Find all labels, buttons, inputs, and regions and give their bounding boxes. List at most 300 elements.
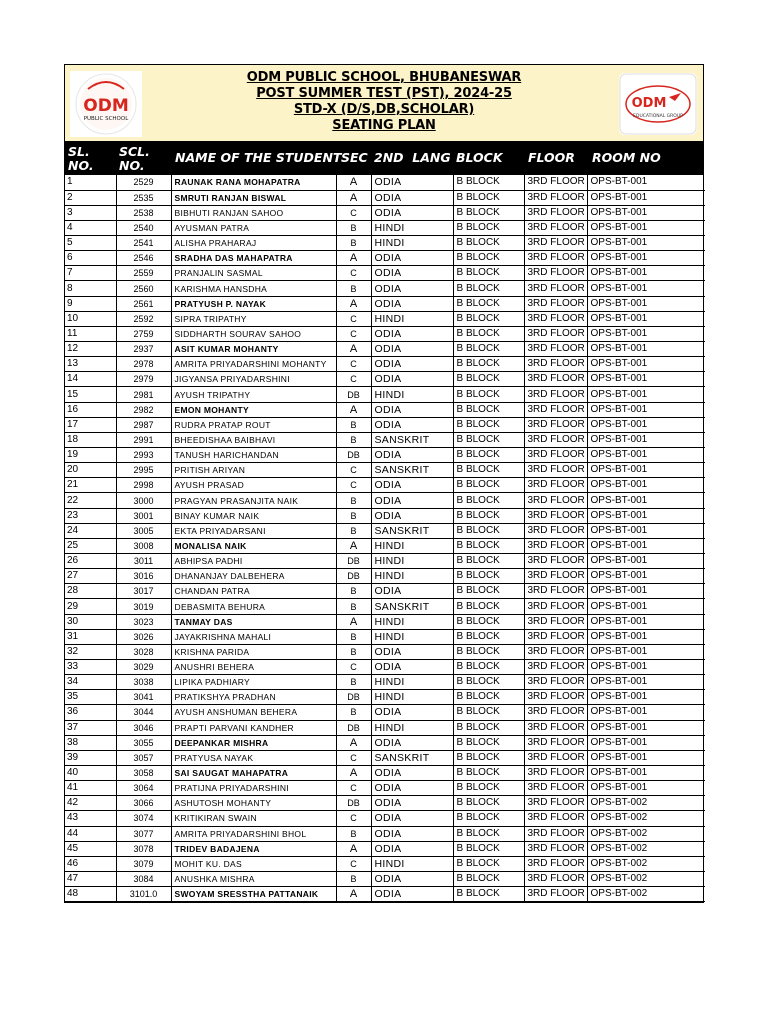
cell-block: B BLOCK [453, 417, 524, 432]
cell-section: A [336, 342, 371, 357]
cell-serial-number: 44 [65, 826, 116, 841]
table-row [65, 493, 705, 508]
cell-school-number: 2978 [116, 357, 171, 372]
cell-block: B BLOCK [453, 281, 524, 296]
cell-block: B BLOCK [453, 205, 524, 220]
cell-student-name: PRATYUSH P. NAYAK [171, 296, 336, 311]
cell-floor: 3RD FLOOR [524, 296, 587, 311]
cell-second-language: HINDI [371, 856, 453, 871]
table-row [65, 387, 705, 402]
cell-floor: 3RD FLOOR [524, 478, 587, 493]
cell-floor: 3RD FLOOR [524, 523, 587, 538]
cell-student-name: MOHIT KU. DAS [171, 856, 336, 871]
cell-floor: 3RD FLOOR [524, 175, 587, 190]
cell-block: B BLOCK [453, 372, 524, 387]
cell-serial-number: 30 [65, 614, 116, 629]
cell-block: B BLOCK [453, 887, 524, 902]
cell-serial-number: 23 [65, 508, 116, 523]
cell-room-number: OPS-BT-001 [587, 554, 705, 569]
cell-school-number: 3044 [116, 705, 171, 720]
cell-section: A [336, 887, 371, 902]
cell-block: B BLOCK [453, 781, 524, 796]
cell-second-language: HINDI [371, 629, 453, 644]
col-second-language: 2ND LANG [374, 150, 451, 165]
cell-floor: 3RD FLOOR [524, 266, 587, 281]
cell-floor: 3RD FLOOR [524, 765, 587, 780]
cell-section: A [336, 175, 371, 190]
table-row [65, 599, 705, 614]
cell-block: B BLOCK [453, 266, 524, 281]
cell-floor: 3RD FLOOR [524, 887, 587, 902]
cell-second-language: HINDI [371, 311, 453, 326]
class-name: STD-X (D/S,DB,SCHOLAR) [293, 102, 475, 117]
cell-student-name: SMRUTI RANJAN BISWAL [171, 190, 336, 205]
cell-block: B BLOCK [453, 478, 524, 493]
cell-block: B BLOCK [453, 236, 524, 251]
cell-floor: 3RD FLOOR [524, 584, 587, 599]
cell-room-number: OPS-BT-001 [587, 690, 705, 705]
table-row [65, 796, 705, 811]
cell-block: B BLOCK [453, 311, 524, 326]
cell-serial-number: 18 [65, 432, 116, 447]
cell-floor: 3RD FLOOR [524, 205, 587, 220]
cell-second-language: ODIA [371, 266, 453, 281]
cell-room-number: OPS-BT-001 [587, 281, 705, 296]
cell-block: B BLOCK [453, 402, 524, 417]
cell-room-number: OPS-BT-001 [587, 569, 705, 584]
cell-student-name: EKTA PRIYADARSANI [171, 523, 336, 538]
table-row [65, 205, 705, 220]
table-row [65, 841, 705, 856]
cell-student-name: LIPIKA PADHIARY [171, 675, 336, 690]
cell-school-number: 2560 [116, 281, 171, 296]
cell-second-language: HINDI [371, 690, 453, 705]
cell-block: B BLOCK [453, 190, 524, 205]
cell-floor: 3RD FLOOR [524, 508, 587, 523]
cell-block: B BLOCK [453, 554, 524, 569]
cell-floor: 3RD FLOOR [524, 432, 587, 447]
cell-section: C [336, 781, 371, 796]
cell-floor: 3RD FLOOR [524, 190, 587, 205]
cell-school-number: 3029 [116, 660, 171, 675]
cell-serial-number: 16 [65, 402, 116, 417]
table-row [65, 675, 705, 690]
document-title: SEATING PLAN [332, 118, 436, 133]
cell-floor: 3RD FLOOR [524, 826, 587, 841]
table-row [65, 311, 705, 326]
test-name: POST SUMMER TEST (PST), 2024-25 [256, 86, 512, 101]
cell-second-language: HINDI [371, 538, 453, 553]
cell-serial-number: 27 [65, 569, 116, 584]
cell-floor: 3RD FLOOR [524, 402, 587, 417]
cell-block: B BLOCK [453, 493, 524, 508]
cell-serial-number: 20 [65, 463, 116, 478]
cell-second-language: SANSKRIT [371, 463, 453, 478]
cell-school-number: 3017 [116, 584, 171, 599]
cell-second-language: ODIA [371, 705, 453, 720]
table-row [65, 750, 705, 765]
cell-student-name: PRAPTI PARVANI KANDHER [171, 720, 336, 735]
cell-floor: 3RD FLOOR [524, 871, 587, 886]
school-name: ODM PUBLIC SCHOOL, BHUBANESWAR [246, 70, 522, 85]
cell-second-language: ODIA [371, 781, 453, 796]
cell-student-name: DHANANJAY DALBEHERA [171, 569, 336, 584]
cell-serial-number: 4 [65, 220, 116, 235]
cell-second-language: ODIA [371, 205, 453, 220]
cell-block: B BLOCK [453, 811, 524, 826]
cell-serial-number: 34 [65, 675, 116, 690]
cell-school-number: 2991 [116, 432, 171, 447]
cell-serial-number: 13 [65, 357, 116, 372]
cell-student-name: SRADHA DAS MAHAPATRA [171, 251, 336, 266]
cell-floor: 3RD FLOOR [524, 417, 587, 432]
cell-serial-number: 39 [65, 750, 116, 765]
cell-school-number: 2540 [116, 220, 171, 235]
col-floor: FLOOR [528, 150, 575, 165]
table-row [65, 402, 705, 417]
cell-room-number: OPS-BT-001 [587, 236, 705, 251]
cell-room-number: OPS-BT-001 [587, 296, 705, 311]
cell-second-language: ODIA [371, 402, 453, 417]
table-row [65, 175, 705, 190]
cell-second-language: ODIA [371, 190, 453, 205]
cell-student-name: SAI SAUGAT MAHAPATRA [171, 765, 336, 780]
table-row [65, 690, 705, 705]
cell-block: B BLOCK [453, 720, 524, 735]
cell-second-language: ODIA [371, 660, 453, 675]
cell-student-name: KARISHMA HANSDHA [171, 281, 336, 296]
cell-block: B BLOCK [453, 735, 524, 750]
cell-serial-number: 8 [65, 281, 116, 296]
cell-school-number: 2937 [116, 342, 171, 357]
cell-section: C [336, 357, 371, 372]
cell-floor: 3RD FLOOR [524, 448, 587, 463]
cell-student-name: PRATIKSHYA PRADHAN [171, 690, 336, 705]
cell-block: B BLOCK [453, 675, 524, 690]
cell-second-language: ODIA [371, 417, 453, 432]
cell-student-name: SWOYAM SRESSTHA PATTANAIK [171, 887, 336, 902]
cell-section: DB [336, 569, 371, 584]
cell-school-number: 2759 [116, 326, 171, 341]
cell-section: B [336, 493, 371, 508]
cell-block: B BLOCK [453, 856, 524, 871]
cell-block: B BLOCK [453, 463, 524, 478]
cell-floor: 3RD FLOOR [524, 856, 587, 871]
cell-room-number: OPS-BT-002 [587, 841, 705, 856]
cell-serial-number: 24 [65, 523, 116, 538]
cell-school-number: 2995 [116, 463, 171, 478]
table-row [65, 584, 705, 599]
cell-student-name: JIGYANSA PRIYADARSHINI [171, 372, 336, 387]
cell-student-name: BHEEDISHAA BAIBHAVI [171, 432, 336, 447]
cell-section: C [336, 463, 371, 478]
cell-room-number: OPS-BT-001 [587, 342, 705, 357]
cell-student-name: BINAY KUMAR NAIK [171, 508, 336, 523]
cell-serial-number: 45 [65, 841, 116, 856]
cell-second-language: ODIA [371, 296, 453, 311]
cell-floor: 3RD FLOOR [524, 781, 587, 796]
cell-serial-number: 38 [65, 735, 116, 750]
cell-second-language: ODIA [371, 478, 453, 493]
cell-second-language: ODIA [371, 584, 453, 599]
cell-section: B [336, 236, 371, 251]
cell-section: B [336, 871, 371, 886]
table-row [65, 357, 705, 372]
cell-student-name: ASIT KUMAR MOHANTY [171, 342, 336, 357]
table-row [65, 251, 705, 266]
cell-room-number: OPS-BT-001 [587, 599, 705, 614]
cell-student-name: KRISHNA PARIDA [171, 644, 336, 659]
cell-block: B BLOCK [453, 296, 524, 311]
cell-school-number: 3028 [116, 644, 171, 659]
cell-section: C [336, 266, 371, 281]
cell-school-number: 3057 [116, 750, 171, 765]
cell-room-number: OPS-BT-001 [587, 660, 705, 675]
cell-section: A [336, 841, 371, 856]
cell-section: B [336, 508, 371, 523]
cell-school-number: 2535 [116, 190, 171, 205]
cell-serial-number: 33 [65, 660, 116, 675]
seating-plan-sheet [64, 64, 704, 903]
cell-serial-number: 31 [65, 629, 116, 644]
cell-section: B [336, 220, 371, 235]
cell-block: B BLOCK [453, 538, 524, 553]
cell-second-language: ODIA [371, 871, 453, 886]
sheet-header [65, 65, 703, 142]
table-row [65, 342, 705, 357]
cell-floor: 3RD FLOOR [524, 750, 587, 765]
cell-second-language: ODIA [371, 175, 453, 190]
cell-block: B BLOCK [453, 841, 524, 856]
table-row [65, 236, 705, 251]
cell-block: B BLOCK [453, 614, 524, 629]
cell-floor: 3RD FLOOR [524, 614, 587, 629]
cell-floor: 3RD FLOOR [524, 372, 587, 387]
cell-serial-number: 11 [65, 326, 116, 341]
table-row [65, 538, 705, 553]
cell-second-language: SANSKRIT [371, 523, 453, 538]
cell-second-language: ODIA [371, 735, 453, 750]
cell-block: B BLOCK [453, 599, 524, 614]
cell-school-number: 2981 [116, 387, 171, 402]
cell-block: B BLOCK [453, 175, 524, 190]
cell-block: B BLOCK [453, 705, 524, 720]
table-row [65, 478, 705, 493]
cell-section: C [336, 811, 371, 826]
cell-student-name: DEEPANKAR MISHRA [171, 735, 336, 750]
cell-room-number: OPS-BT-002 [587, 871, 705, 886]
cell-second-language: ODIA [371, 251, 453, 266]
cell-second-language: ODIA [371, 811, 453, 826]
cell-room-number: OPS-BT-001 [587, 372, 705, 387]
cell-room-number: OPS-BT-001 [587, 190, 705, 205]
cell-school-number: 3077 [116, 826, 171, 841]
table-row [65, 826, 705, 841]
cell-serial-number: 46 [65, 856, 116, 871]
cell-school-number: 2529 [116, 175, 171, 190]
cell-section: DB [336, 796, 371, 811]
table-row [65, 644, 705, 659]
cell-section: C [336, 478, 371, 493]
cell-serial-number: 32 [65, 644, 116, 659]
cell-serial-number: 2 [65, 190, 116, 205]
cell-student-name: MONALISA NAIK [171, 538, 336, 553]
cell-student-name: KRITIKIRAN SWAIN [171, 811, 336, 826]
cell-serial-number: 37 [65, 720, 116, 735]
cell-room-number: OPS-BT-001 [587, 629, 705, 644]
cell-room-number: OPS-BT-001 [587, 220, 705, 235]
cell-section: DB [336, 720, 371, 735]
cell-room-number: OPS-BT-001 [587, 735, 705, 750]
cell-school-number: 3000 [116, 493, 171, 508]
cell-school-number: 3023 [116, 614, 171, 629]
cell-student-name: RAUNAK RANA MOHAPATRA [171, 175, 336, 190]
cell-student-name: DEBASMITA BEHURA [171, 599, 336, 614]
cell-second-language: ODIA [371, 342, 453, 357]
cell-school-number: 2561 [116, 296, 171, 311]
table-row [65, 220, 705, 235]
cell-school-number: 3055 [116, 735, 171, 750]
cell-second-language: ODIA [371, 357, 453, 372]
cell-section: C [336, 856, 371, 871]
cell-block: B BLOCK [453, 796, 524, 811]
cell-second-language: SANSKRIT [371, 599, 453, 614]
cell-block: B BLOCK [453, 765, 524, 780]
cell-section: B [336, 675, 371, 690]
cell-second-language: ODIA [371, 796, 453, 811]
table-row [65, 296, 705, 311]
cell-student-name: SIPRA TRIPATHY [171, 311, 336, 326]
cell-section: B [336, 584, 371, 599]
cell-room-number: OPS-BT-001 [587, 765, 705, 780]
table-row [65, 432, 705, 447]
cell-serial-number: 29 [65, 599, 116, 614]
cell-block: B BLOCK [453, 644, 524, 659]
table-row [65, 448, 705, 463]
cell-student-name: ALISHA PRAHARAJ [171, 236, 336, 251]
table-row [65, 190, 705, 205]
cell-block: B BLOCK [453, 432, 524, 447]
cell-block: B BLOCK [453, 660, 524, 675]
cell-room-number: OPS-BT-002 [587, 811, 705, 826]
cell-serial-number: 9 [65, 296, 116, 311]
cell-second-language: SANSKRIT [371, 432, 453, 447]
cell-room-number: OPS-BT-001 [587, 387, 705, 402]
cell-room-number: OPS-BT-001 [587, 584, 705, 599]
cell-room-number: OPS-BT-002 [587, 856, 705, 871]
cell-block: B BLOCK [453, 251, 524, 266]
cell-room-number: OPS-BT-001 [587, 326, 705, 341]
table-row [65, 735, 705, 750]
cell-floor: 3RD FLOOR [524, 660, 587, 675]
cell-serial-number: 28 [65, 584, 116, 599]
cell-section: A [336, 735, 371, 750]
cell-block: B BLOCK [453, 690, 524, 705]
cell-school-number: 2546 [116, 251, 171, 266]
cell-floor: 3RD FLOOR [524, 569, 587, 584]
table-row [65, 720, 705, 735]
cell-floor: 3RD FLOOR [524, 236, 587, 251]
cell-serial-number: 35 [65, 690, 116, 705]
cell-room-number: OPS-BT-001 [587, 478, 705, 493]
cell-floor: 3RD FLOOR [524, 841, 587, 856]
cell-section: A [336, 251, 371, 266]
cell-section: DB [336, 554, 371, 569]
cell-school-number: 2982 [116, 402, 171, 417]
cell-second-language: ODIA [371, 372, 453, 387]
cell-school-number: 3026 [116, 629, 171, 644]
cell-school-number: 3008 [116, 538, 171, 553]
cell-room-number: OPS-BT-001 [587, 266, 705, 281]
cell-room-number: OPS-BT-001 [587, 175, 705, 190]
cell-room-number: OPS-BT-001 [587, 781, 705, 796]
table-row [65, 856, 705, 871]
cell-serial-number: 21 [65, 478, 116, 493]
cell-section: B [336, 705, 371, 720]
cell-section: A [336, 190, 371, 205]
cell-school-number: 3064 [116, 781, 171, 796]
logo-right-subtitle: EDUCATIONAL GROUP [633, 114, 683, 119]
cell-floor: 3RD FLOOR [524, 675, 587, 690]
cell-serial-number: 41 [65, 781, 116, 796]
table-row [65, 765, 705, 780]
cell-floor: 3RD FLOOR [524, 629, 587, 644]
table-row [65, 523, 705, 538]
cell-section: B [336, 599, 371, 614]
cell-school-number: 2987 [116, 417, 171, 432]
cell-room-number: OPS-BT-002 [587, 826, 705, 841]
cell-section: B [336, 432, 371, 447]
cell-second-language: ODIA [371, 448, 453, 463]
cell-room-number: OPS-BT-001 [587, 720, 705, 735]
cell-serial-number: 25 [65, 538, 116, 553]
cell-school-number: 2559 [116, 266, 171, 281]
cell-block: B BLOCK [453, 871, 524, 886]
cell-student-name: PRANJALIN SASMAL [171, 266, 336, 281]
cell-serial-number: 22 [65, 493, 116, 508]
cell-section: C [336, 750, 371, 765]
cell-block: B BLOCK [453, 357, 524, 372]
table-row [65, 705, 705, 720]
cell-floor: 3RD FLOOR [524, 690, 587, 705]
cell-school-number: 2592 [116, 311, 171, 326]
cell-room-number: OPS-BT-001 [587, 432, 705, 447]
cell-room-number: OPS-BT-001 [587, 463, 705, 478]
table-row [65, 569, 705, 584]
cell-floor: 3RD FLOOR [524, 538, 587, 553]
cell-block: B BLOCK [453, 523, 524, 538]
cell-section: B [336, 644, 371, 659]
cell-block: B BLOCK [453, 508, 524, 523]
cell-student-name: TANMAY DAS [171, 614, 336, 629]
cell-student-name: TRIDEV BADAJENA [171, 841, 336, 856]
cell-block: B BLOCK [453, 387, 524, 402]
cell-floor: 3RD FLOOR [524, 796, 587, 811]
cell-block: B BLOCK [453, 584, 524, 599]
cell-student-name: AYUSMAN PATRA [171, 220, 336, 235]
cell-second-language: ODIA [371, 281, 453, 296]
cell-floor: 3RD FLOOR [524, 357, 587, 372]
cell-second-language: SANSKRIT [371, 750, 453, 765]
cell-school-number: 3041 [116, 690, 171, 705]
group-logo-right [619, 73, 697, 135]
cell-section: B [336, 826, 371, 841]
cell-serial-number: 3 [65, 205, 116, 220]
cell-school-number: 3079 [116, 856, 171, 871]
cell-room-number: OPS-BT-001 [587, 311, 705, 326]
cell-section: C [336, 372, 371, 387]
cell-student-name: ASHUTOSH MOHANTY [171, 796, 336, 811]
